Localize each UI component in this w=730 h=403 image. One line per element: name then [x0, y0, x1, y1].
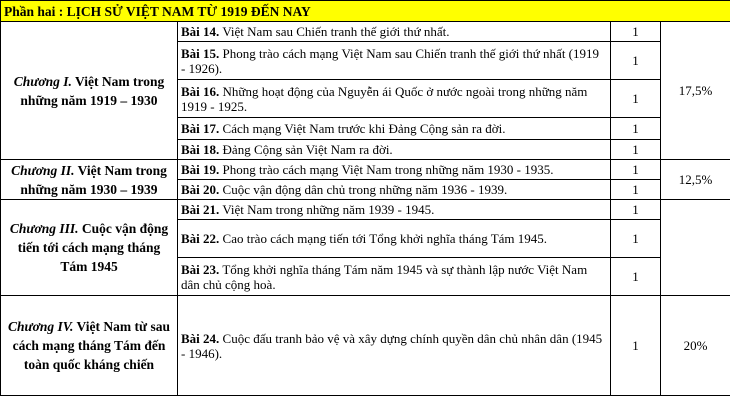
chapter-title: Việt Nam trong những năm 1919 – 1930	[20, 73, 165, 108]
chapter-number: Chương I.	[13, 73, 72, 89]
lesson-cell	[178, 22, 611, 42]
section-title: Phần hai : LỊCH SỬ VIỆT NAM TỪ 1919 ĐẾN NAY	[1, 1, 730, 22]
lesson-cell	[178, 118, 611, 140]
chapter-percent: 17,5%	[661, 22, 730, 160]
lesson-count: 1	[611, 42, 661, 80]
chapter-percent: 20%	[661, 296, 730, 396]
lesson-title: Cuộc đấu tranh bảo vệ và xây dựng chính quyền dân chủ nhân dân (1945 - 1946).	[181, 330, 603, 361]
lesson-cell	[178, 80, 611, 118]
lesson-title: Việt Nam sau Chiến tranh thế giới thứ nhất.	[222, 24, 450, 39]
table-row	[1, 296, 730, 396]
lesson-title: Đảng Cộng sản Việt Nam ra đời.	[222, 142, 393, 157]
lesson-count: 1	[611, 160, 661, 180]
lesson-number: Bài 14.	[181, 24, 220, 39]
lesson-count: 1	[611, 200, 661, 220]
lesson-count: 1	[611, 118, 661, 140]
lesson-number: Bài 20.	[181, 182, 220, 197]
lesson-number: Bài 22.	[181, 231, 220, 246]
lesson-number: Bài 18.	[181, 142, 220, 157]
chapter-1-cell	[1, 22, 178, 160]
chapter-4-cell	[1, 296, 178, 396]
lesson-number: Bài 21.	[181, 202, 220, 217]
lesson-title: Tổng khởi nghĩa tháng Tám năm 1945 và sự thành lập nước Việt Nam dân chủ cộng hoà.	[181, 261, 588, 292]
chapter-title: Việt Nam từ sau cách mạng tháng Tám đến toàn quốc kháng chiến	[12, 319, 170, 372]
lesson-title: Việt Nam trong những năm 1939 - 1945.	[222, 202, 435, 217]
lesson-title: Cách mạng Việt Nam trước khi Đảng Cộng sản ra đời.	[222, 121, 506, 136]
lesson-count: 1	[611, 296, 661, 396]
lesson-title: Cao trào cách mạng tiến tới Tổng khởi nghĩa tháng Tám 1945.	[222, 231, 548, 246]
lesson-count: 1	[611, 22, 661, 42]
lesson-count: 1	[611, 220, 661, 258]
lesson-number: Bài 17.	[181, 121, 220, 136]
section-header-row	[1, 1, 730, 22]
lesson-title: Những hoạt động của Nguyễn ái Quốc ở nước ngoài trong những năm 1919 - 1925.	[181, 83, 588, 114]
chapter-title: Cuộc vận động tiến tới cách mạng tháng Tám 1945	[17, 221, 169, 274]
lesson-count: 1	[611, 180, 661, 200]
lesson-count: 1	[611, 258, 661, 296]
lesson-cell	[178, 160, 611, 180]
lesson-cell	[178, 258, 611, 296]
table-row	[1, 22, 730, 42]
lesson-number: Bài 16.	[181, 83, 220, 99]
lesson-number: Bài 23.	[181, 261, 220, 277]
table-row	[1, 200, 730, 220]
lesson-title: Cuộc vận động dân chủ trong những năm 1936 - 1939.	[222, 182, 508, 197]
chapter-number: Chương IV.	[8, 319, 74, 334]
lesson-number: Bài 24.	[181, 330, 220, 346]
lesson-count: 1	[611, 140, 661, 160]
lesson-cell	[178, 200, 611, 220]
lesson-cell	[178, 180, 611, 200]
chapter-number: Chương II.	[11, 162, 75, 178]
chapter-percent-empty	[661, 200, 730, 296]
lesson-number: Bài 15.	[181, 45, 220, 61]
lesson-cell	[178, 296, 611, 396]
lesson-number: Bài 19.	[181, 162, 220, 177]
chapter-title: Việt Nam trong những năm 1930 – 1939	[20, 162, 167, 197]
chapter-number: Chương III.	[9, 221, 79, 236]
lesson-cell	[178, 42, 611, 80]
chapter-percent: 12,5%	[661, 160, 730, 200]
lesson-title: Phong trào cách mạng Việt Nam trong những năm 1930 - 1935.	[222, 162, 554, 177]
lesson-cell	[178, 140, 611, 160]
lesson-count: 1	[611, 80, 661, 118]
chapter-2-cell	[1, 160, 178, 200]
lesson-cell	[178, 220, 611, 258]
chapter-3-cell	[1, 200, 178, 296]
table-row	[1, 160, 730, 180]
lesson-title: Phong trào cách mạng Việt Nam sau Chiến tranh thế giới thứ nhất (1919 - 1926).	[181, 45, 600, 76]
